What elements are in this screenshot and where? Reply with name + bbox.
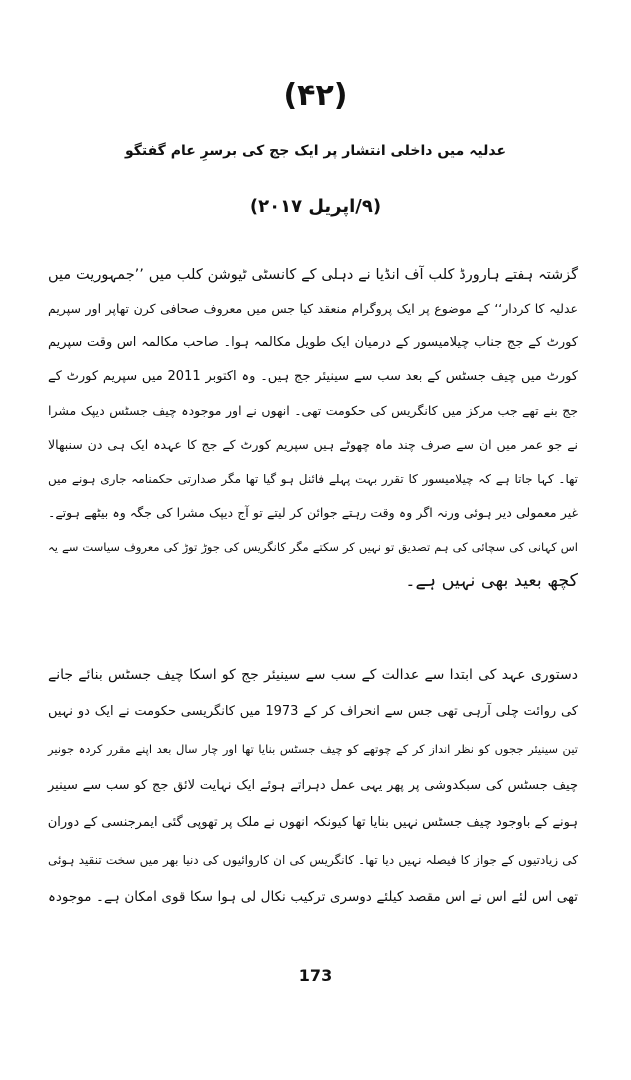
text-line: تھا۔ کہا جاتا ہے کہ چیلامیسور کا تقرر بہت پہلے فائنل ہو گیا تھا مگر صدارتی حکمنامہ جاری ہونے میں [48, 472, 578, 486]
text-line: اس کہانی کی سچائی کی ہم تصدیق تو نہیں کر سکتے مگر کانگریس کی جوڑ توڑ کی معروف سیاست سے یہ [48, 540, 578, 554]
chapter-date: (۹/اپریل ۲۰۱۷) [249, 196, 382, 217]
text-line: چیف جسٹس کی سبکدوشی پر پھر یہی عمل دہراتے ہوئے ایک نہایت لائق جج کو سب سے سینیر [48, 778, 578, 793]
text-line: کی زیادتیوں کے جواز کا فیصلہ نہیں دیا تھا۔ کانگریس کی ان کاروائیوں کی دنیا بھر میں سخت تنقید ہوئی [48, 853, 578, 867]
text-line: عدلیہ کا کردار‘‘ کے موضوع پر ایک پروگرام منعقد کیا جس میں معروف صحافی کرن تھاپر اور سپریم [48, 301, 578, 316]
text-line: کورٹ میں چیف جسٹس کے بعد سب سے سینیئر جج ہیں۔ وہ اکتوبر 2011 میں سپریم کورٹ کے [48, 369, 578, 384]
text-line: ہونے کے باوجود چیف جسٹس نہیں بنایا تھا کیونکہ انھوں نے ملک پر تھوپی گئی ایمرجنسی کے دوران [47, 815, 578, 830]
chapter-number: (۴۲) [283, 78, 348, 113]
chapter-title: عدلیہ میں داخلی انتشار پر ایک جج کی برسرِ عام گفتگو [124, 143, 507, 159]
text-line: کورٹ کے جج جناب چیلامیسور کے درمیان ایک طویل مکالمہ ہوا۔ صاحب مکالمہ اس وقت سپریم [48, 335, 578, 350]
text-line: نے جو عمر میں ان سے صرف چند ماہ چھوٹے ہیں سپریم کورٹ کے جج کا عہدہ ایک ہی دن سنبھالا [48, 437, 578, 452]
text-line: کچھ بعید بھی نہیں ہے۔ [405, 571, 578, 591]
text-line: غیر معمولی دیر ہوئی ورنہ اگر وہ وقت رہتے جوائن کر لیتے تو آج دیپک مشرا کی جگہ وہ بیٹھے ہوتے۔ [48, 505, 578, 520]
text-line: تین سینیئر ججوں کو نظر انداز کر کے چوتھے کو چیف جسٹس بنایا تھا اور چار سال بعد اپنے مقرر کردہ جونیر [48, 742, 578, 756]
text-line: کی روائت چلی آرہی تھی جس سے انحراف کر کے 1973 میں کانگریسی حکومت نے ایک دو نہیں [48, 704, 578, 719]
text-line: تھی اس لئے اس نے اس مقصد کیلئے دوسری ترکیب نکال لی ہوا سکا قوی امکان ہے۔ موجودہ [48, 889, 578, 905]
text-line: جج بنے تھے جب مرکز میں کانگریس کی حکومت تھی۔ انھوں نے اور موجودہ چیف جسٹس دیپک مشرا [48, 403, 578, 418]
text-line: دستوری عہد کی ابتدا سے عدالت کے سب سے سینیئر جج کو اسکا چیف جسٹس بنائے جانے [48, 667, 578, 683]
page-number: 173 [298, 966, 333, 985]
text-line: گزشتہ ہفتے ہارورڈ کلب آف انڈیا نے دہلی کے کانسٹی ٹیوشن کلب میں ’’جمہوریت میں [48, 267, 578, 283]
